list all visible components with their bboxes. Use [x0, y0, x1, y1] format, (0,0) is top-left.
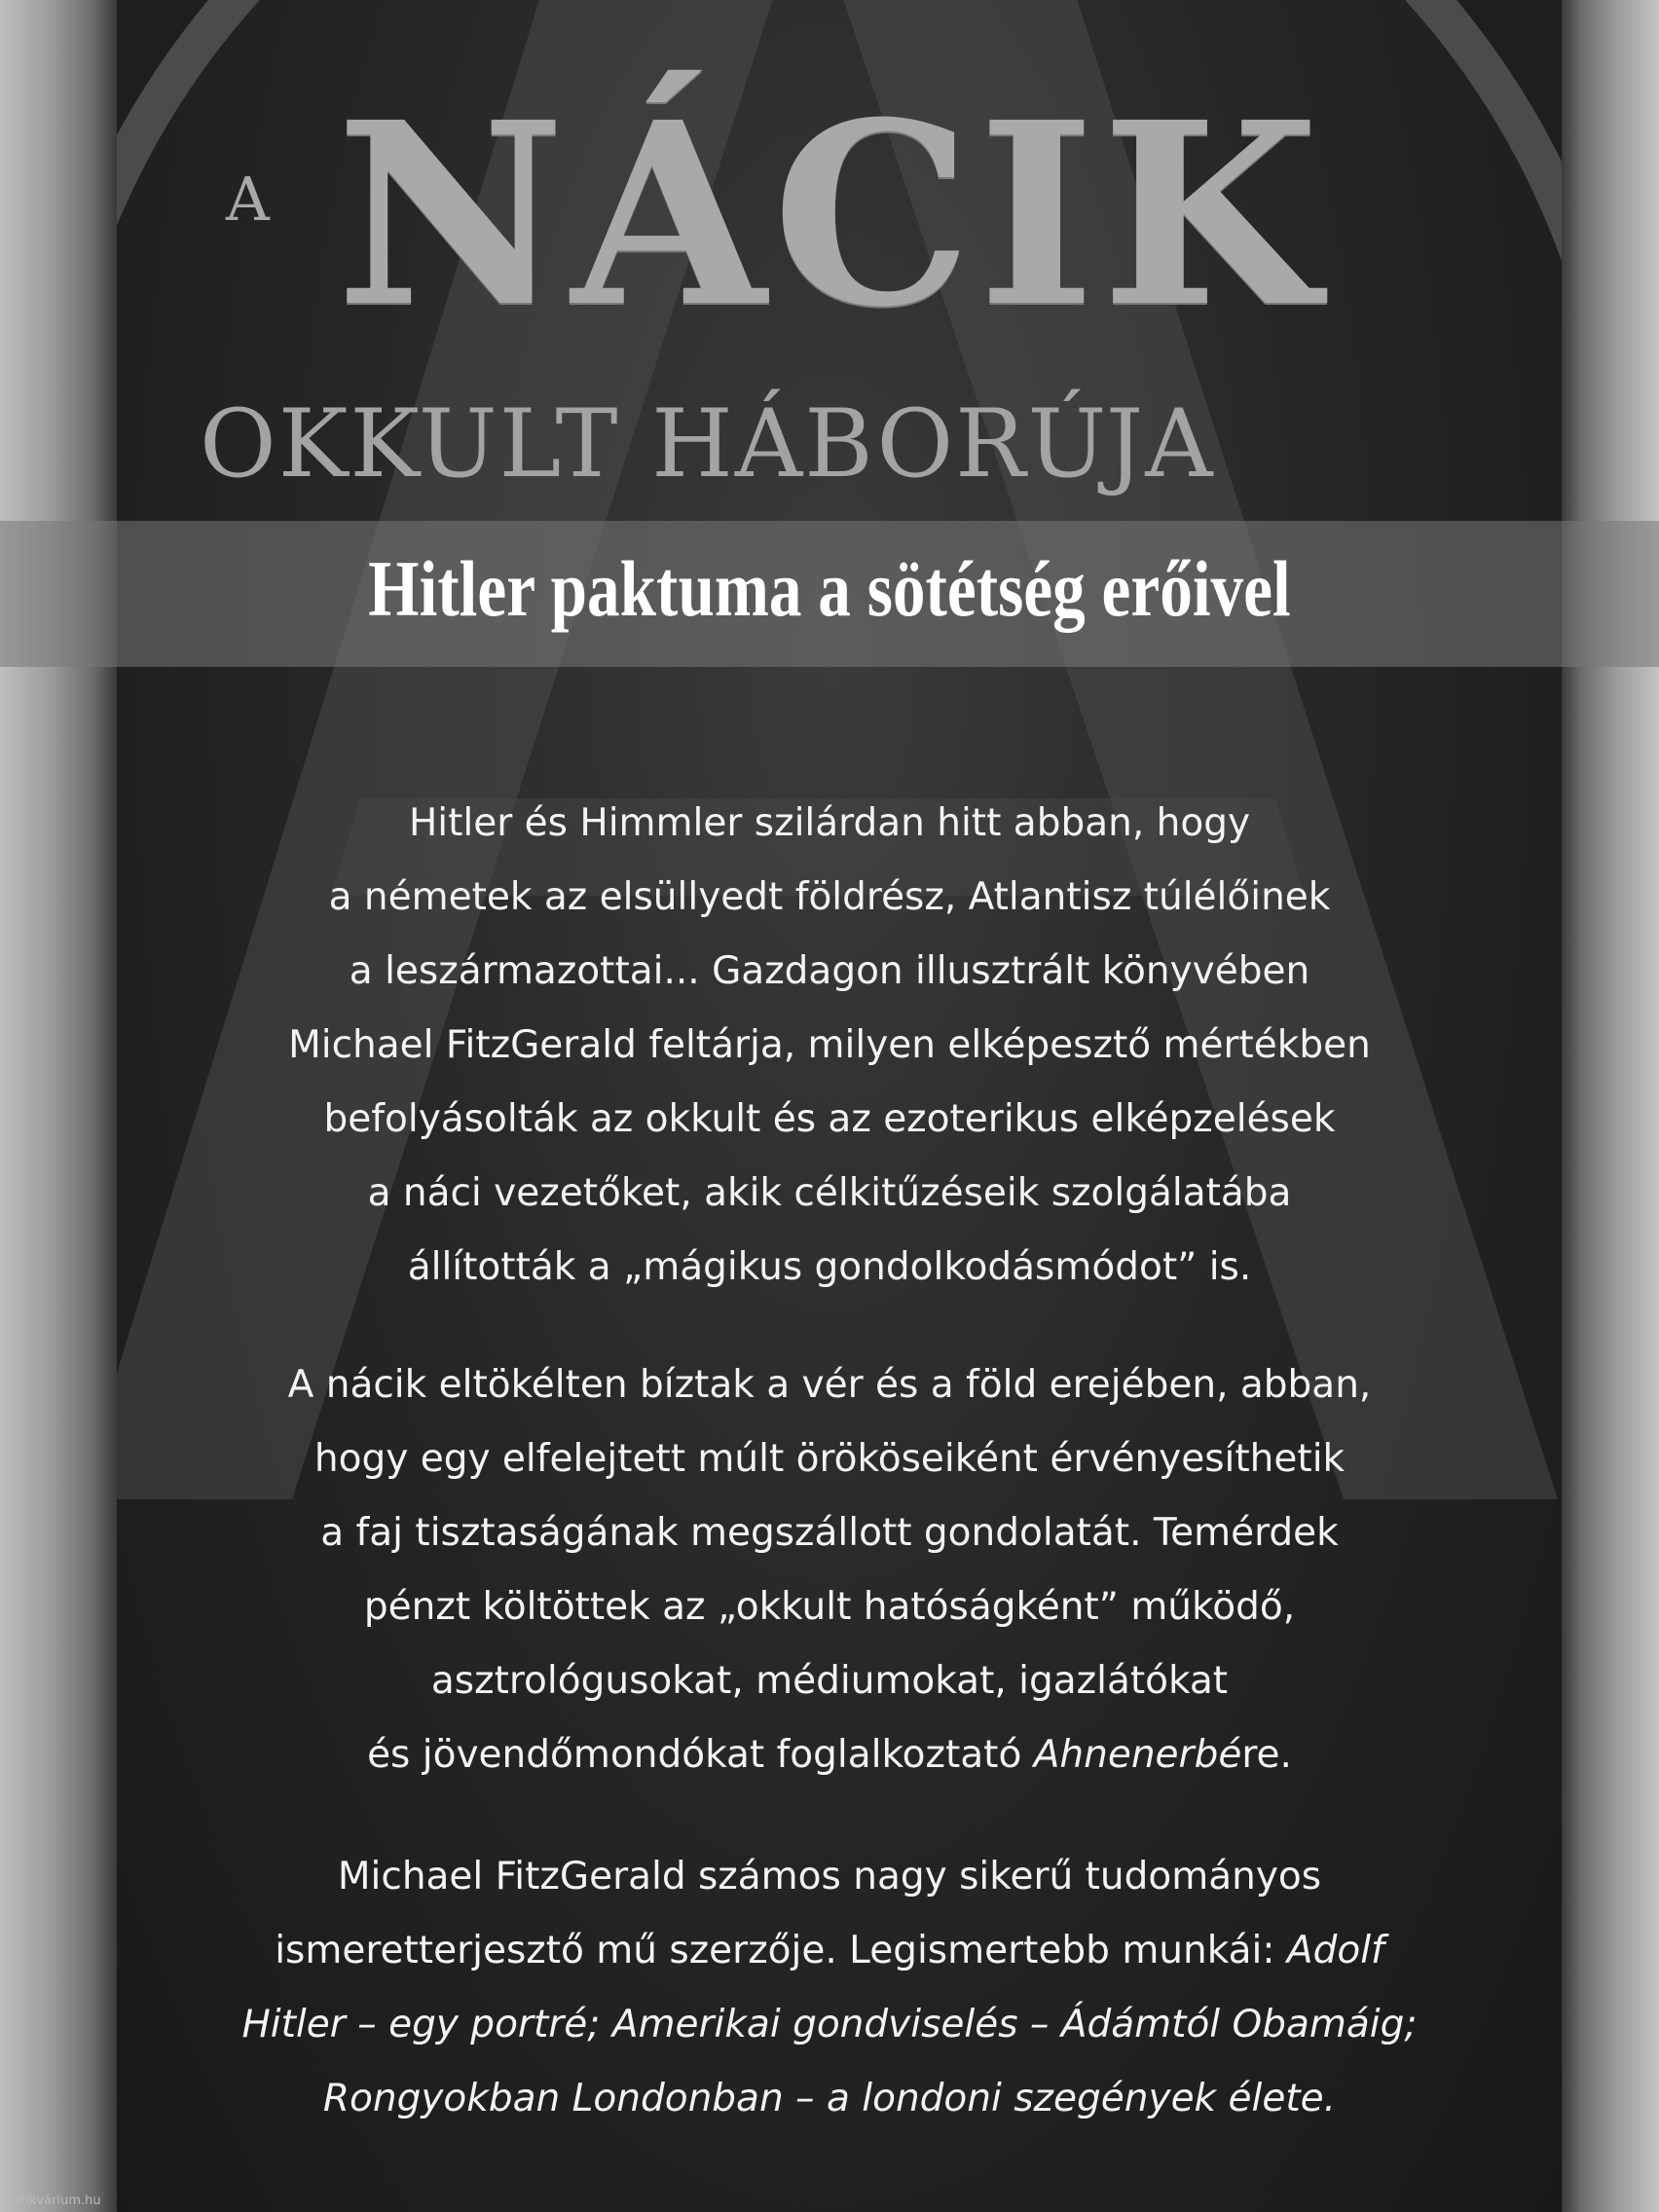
text-line: pénzt költöttek az „okkult hatóságként” működő,: [363, 1585, 1296, 1629]
watermark: Antikvárium.hu: [4, 2194, 101, 2208]
book-title: NÁCIK: [336, 67, 1326, 362]
text-line: a náci vezetőket, akik célkitűzéseik szolgálatába: [367, 1171, 1292, 1215]
text-line: [127, 1718, 1532, 1792]
text-segment: ismeretterjesztő mű szerzője. Legismertebb munkái:: [275, 1929, 1287, 1972]
text-line: asztrológusokat, médiumokat, igazlátókat: [430, 1659, 1229, 1703]
text-line: Michael FitzGerald számos nagy sikerű tudományos: [337, 1855, 1322, 1899]
text-line: A nácik eltökélten bíztak a vér és a föld erejében, abban,: [287, 1363, 1372, 1407]
text-line: Hitler – egy portré; Amerikai gondviselés – Ádámtól Obamáig;: [241, 2003, 1418, 2046]
text-segment: re.: [1241, 1733, 1292, 1777]
text-line: Hitler és Himmler szilárdan hitt abban, hogy: [408, 801, 1251, 845]
text-line: Michael FitzGerald feltárja, milyen elképesztő mértékben: [288, 1023, 1371, 1067]
text-line: a faj tisztaságának megszállott gondolatát. Temérdek: [320, 1511, 1339, 1555]
title-prefix: A: [226, 164, 272, 235]
italic-title: Adolf: [1286, 1929, 1384, 1972]
book-title-line-2: OKKULT HÁBORÚJA: [200, 389, 1215, 498]
left-stone-pillar: [0, 0, 117, 2212]
right-stone-pillar: [1562, 0, 1659, 2212]
text-line: befolyásolták az okkult és az ezoterikus elképzelések: [323, 1097, 1336, 1141]
text-line: [127, 1914, 1532, 1988]
text-line: hogy egy elfelejtett múlt örököseiként érvényesíthetik: [313, 1437, 1346, 1481]
blurb-paragraph-2: [127, 1348, 1532, 1792]
text-line: Rongyokban Londonban – a londoni szegények élete.: [322, 2077, 1337, 2120]
italic-term: Ahnenerbé: [1033, 1733, 1242, 1777]
text-line: a leszármazottai... Gazdagon illusztrált könyvében: [349, 949, 1310, 993]
text-line: a németek az elsüllyedt földrész, Atlantisz túlélőinek: [328, 875, 1331, 919]
book-subtitle: Hitler paktuma a sötétség erőivel: [368, 544, 1291, 633]
text-segment: és jövendőmondókat foglalkoztató: [367, 1733, 1034, 1777]
author-paragraph: [127, 1840, 1532, 2136]
blurb-paragraph-1: [127, 787, 1532, 1305]
text-line: állították a „mágikus gondolkodásmódot” is.: [407, 1245, 1252, 1289]
